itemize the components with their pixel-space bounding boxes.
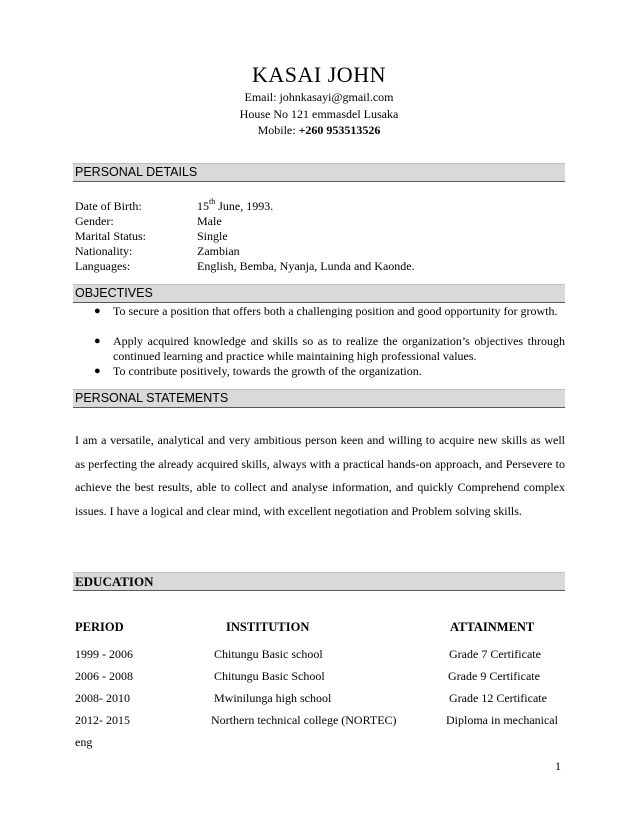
- education-period: 2006 - 2008: [75, 669, 133, 683]
- objectives-heading: OBJECTIVES: [75, 286, 153, 300]
- education-period: 1999 - 2006: [75, 647, 133, 661]
- education-institution: Mwinilunga high school: [214, 691, 332, 705]
- bullet-icon: ●: [94, 365, 101, 377]
- dob-rest: June, 1993.: [215, 199, 274, 213]
- address-line: House No 121 emmasdel Lusaka: [239, 107, 399, 121]
- education-period: 2008- 2010: [75, 691, 130, 705]
- personal-statements-heading-bar: [73, 389, 565, 408]
- objectives-heading-bar: [73, 284, 565, 303]
- education-institution: Chitungu Basic School: [214, 669, 325, 683]
- page-number: 1: [555, 759, 561, 773]
- objective-item: [94, 364, 565, 379]
- education-wrap-text: eng: [75, 735, 93, 749]
- education-attainment: Diploma in mechanical: [446, 713, 558, 727]
- email-line: Email: johnkasayi@gmail.com: [244, 90, 394, 104]
- education-institution: Northern technical college (NORTEC): [211, 713, 397, 727]
- dob-value: [197, 199, 273, 214]
- period-column-header: PERIOD: [75, 620, 124, 634]
- objective-item: [94, 304, 565, 319]
- candidate-name: KASAI JOHN: [252, 62, 386, 87]
- dob-label: Date of Birth:: [75, 199, 142, 213]
- bullet-icon: ●: [94, 335, 101, 347]
- education-institution: Chitungu Basic school: [214, 647, 323, 661]
- education-heading-bar: [73, 572, 565, 591]
- mobile-line: [0, 123, 638, 138]
- institution-column-header: INSTITUTION: [226, 620, 310, 634]
- personal-statements-heading: PERSONAL STATEMENTS: [75, 391, 229, 405]
- marital-value: Single: [197, 229, 228, 243]
- bullet-icon: ●: [94, 305, 101, 317]
- education-attainment: Grade 9 Certificate: [448, 669, 540, 683]
- languages-label: Languages:: [75, 259, 131, 273]
- dob-day: 15: [197, 199, 209, 213]
- attainment-column-header: ATTAINMENT: [450, 620, 535, 634]
- objective-text: Apply acquired knowledge and skills so as to realize the organization’s objectives through continued learning and practice while maintaining high professional values.: [113, 334, 565, 363]
- gender-label: Gender:: [75, 214, 114, 228]
- education-period: 2012- 2015: [75, 713, 130, 727]
- gender-value: Male: [197, 214, 222, 228]
- objective-text: To secure a position that offers both a challenging position and good opportunity for growth.: [113, 304, 558, 318]
- personal-details-heading: PERSONAL DETAILS: [75, 165, 198, 179]
- education-attainment: Grade 7 Certificate: [449, 647, 541, 661]
- mobile-number: +260 953513526: [298, 123, 381, 137]
- objective-item: [94, 334, 565, 364]
- nationality-value: Zambian: [197, 244, 240, 258]
- marital-label: Marital Status:: [75, 229, 146, 243]
- objective-text: To contribute positively, towards the growth of the organization.: [113, 364, 422, 378]
- mobile-label: Mobile:: [257, 123, 299, 137]
- education-attainment: Grade 12 Certificate: [449, 691, 547, 705]
- nationality-label: Nationality:: [75, 244, 133, 258]
- personal-details-heading-bar: [73, 163, 565, 182]
- personal-statement-text: I am a versatile, analytical and very ambitious person keen and willing to acquire new skills as well as perfecting the already acquired skills, always with a practical hands-on approach, and Persevere to achieve the best results, able to collect and analyse information, and quickly Comprehend complex issues. I have a logical and clear mind, with excellent negotiation and Problem solving skills.: [75, 433, 565, 518]
- dob-suffix: th: [209, 197, 216, 206]
- languages-value: English, Bemba, Nyanja, Lunda and Kaonde.: [197, 259, 415, 273]
- education-heading: EDUCATION: [75, 574, 154, 589]
